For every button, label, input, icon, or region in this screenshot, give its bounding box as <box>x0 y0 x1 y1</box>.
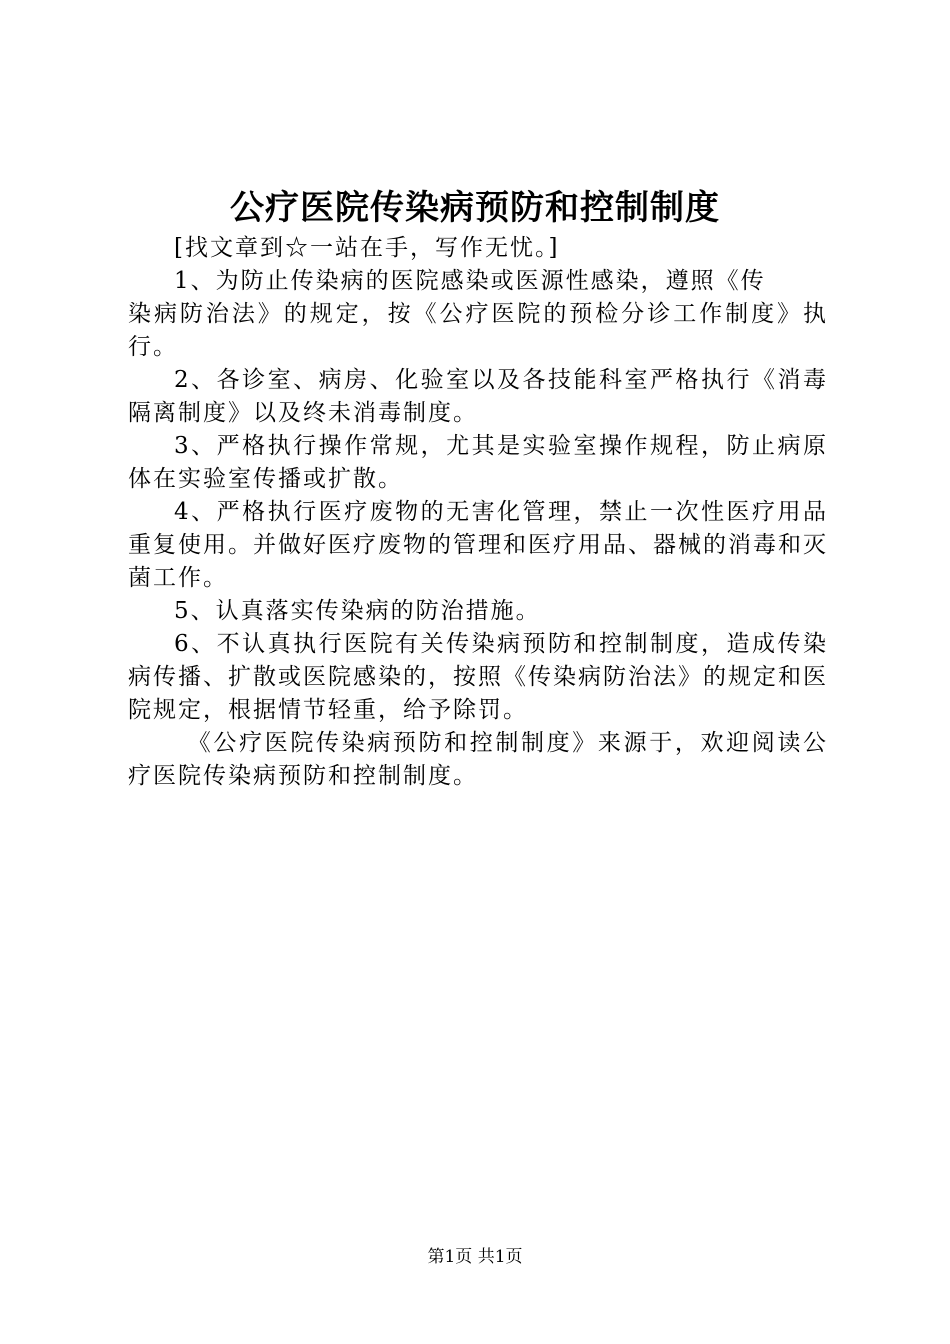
page-footer: 第1页 共1页 <box>427 1247 523 1267</box>
item-1-line-2: 染病防治法》的规定，按《公疗医院的预检分诊工作制度》执行。 <box>128 301 828 360</box>
item-1-paragraph <box>128 265 828 364</box>
item-4-paragraph: 4、严格执行医疗废物的无害化管理，禁止一次性医疗用品重复使用。并做好医疗废物的管理和医疗用品、器械的消毒和灭菌工作。 <box>128 499 828 591</box>
item-3-paragraph: 3、严格执行操作常规，尤其是实验室操作规程，防止病原体在实验室传播或扩散。 <box>128 433 828 492</box>
document-body <box>128 232 828 793</box>
source-paragraph: 《公疗医院传染病预防和控制制度》来源于，欢迎阅读公疗医院传染病预防和控制制度。 <box>128 730 828 789</box>
intro-paragraph: [找文章到☆一站在手，写作无忧。] <box>174 235 560 261</box>
item-1-line-1: 1、为防止传染病的医院感染或医源性感染，遵照《传 <box>174 268 766 294</box>
document-title: 公疗医院传染病预防和控制制度 <box>230 188 720 228</box>
item-6-paragraph: 6、不认真执行医院有关传染病预防和控制制度，造成传染病传播、扩散或医院感染的，按照《传染病防治法》的规定和医院规定，根据情节轻重，给予除罚。 <box>128 631 828 723</box>
item-2-paragraph: 2、各诊室、病房、化验室以及各技能科室严格执行《消毒隔离制度》以及终未消毒制度。 <box>128 367 828 426</box>
item-5-paragraph: 5、认真落实传染病的防治措施。 <box>174 598 541 624</box>
